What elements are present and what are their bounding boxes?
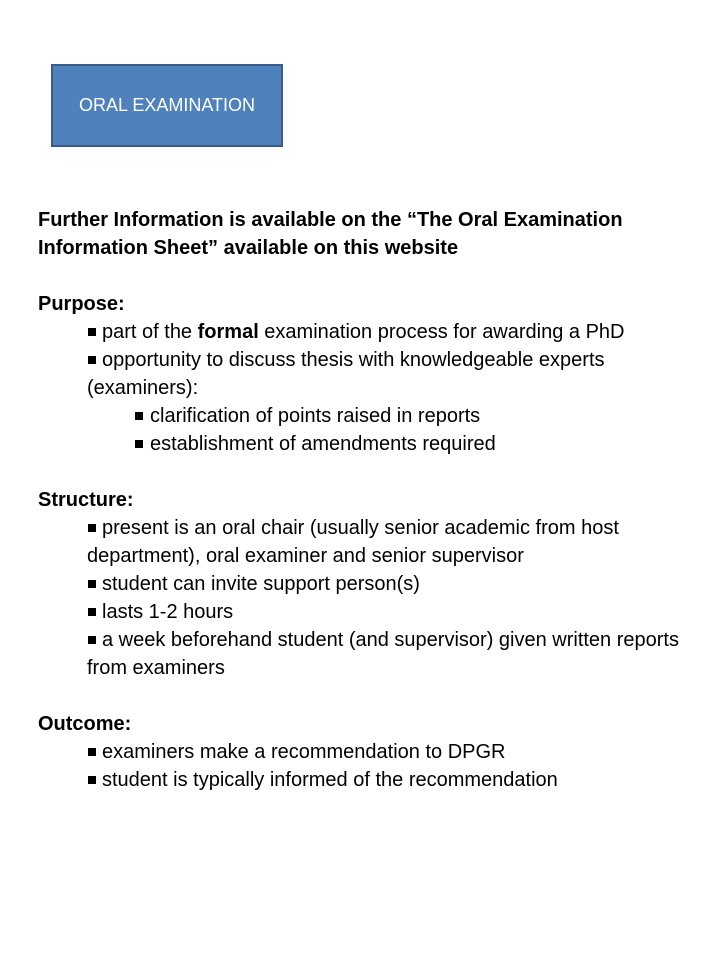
purpose-list [38,318,710,458]
text-fragment: part of the [102,321,198,343]
list-item [38,346,710,458]
list-item [38,626,710,682]
content-body [38,206,710,794]
sub-item-clarification: clarification of points raised in reports [150,405,481,427]
outcome-item: student is typically informed of the recommendation [102,769,558,791]
outcome-item: examiners make a recommendation to DPGR [102,741,506,763]
purpose-sub-list [87,402,710,458]
title-label: ORAL EXAMINATION [78,95,256,115]
sub-list-item [87,430,710,458]
purpose-item-formal [87,318,710,346]
emphasis-formal: formal [197,321,259,343]
purpose-heading: Purpose: [38,293,125,315]
list-item [38,766,710,794]
structure-list [38,514,710,682]
spacer [38,458,710,486]
list-item [38,738,710,766]
structure-heading: Structure: [38,489,134,511]
list-item [38,514,710,570]
intro-text: Further Information is available on the “The Oral Examination Information Sheet” available on this website [38,209,623,259]
structure-item: a week beforehand student (and supervisor) given written reports from examiners [87,629,679,679]
outcome-list [38,738,710,794]
list-item [38,570,710,598]
sub-item-amendments: establishment of amendments required [150,433,496,455]
list-item [38,598,710,626]
structure-item: present is an oral chair (usually senior academic from host department), oral examiner and senior supervisor [87,517,619,567]
spacer [38,262,710,290]
structure-item: lasts 1-2 hours [102,601,234,623]
text-fragment: examination process for awarding a PhD [258,321,625,343]
title-button[interactable] [51,64,283,147]
structure-item: student can invite support person(s) [102,573,420,595]
sub-list-item [87,402,710,430]
outcome-heading: Outcome: [38,713,132,735]
list-item [38,318,710,346]
spacer [38,682,710,710]
purpose-item-discuss: opportunity to discuss thesis with knowledgeable experts (examiners): [87,349,605,399]
